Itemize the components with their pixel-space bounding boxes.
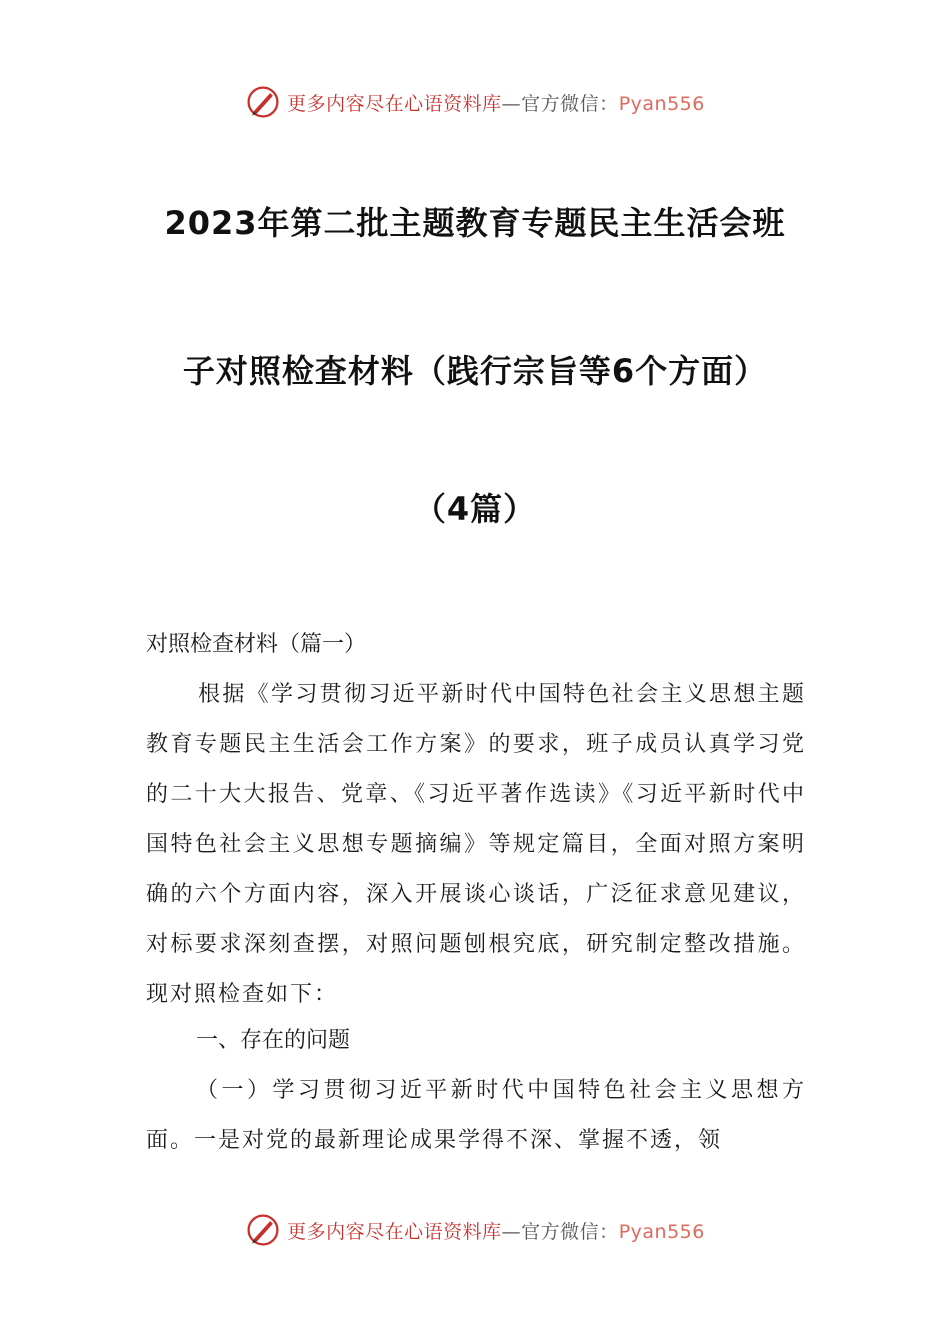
watermark-main: 更多内容尽在心语资料库 (287, 92, 502, 115)
pen-circle-logo-icon (245, 1212, 281, 1248)
document-title-line-3: （4篇） (413, 490, 537, 528)
document-title-line-2: 子对照检查材料（践行宗旨等6个方面） (182, 352, 768, 390)
watermark-text (287, 89, 705, 116)
watermark-footer (0, 1212, 950, 1248)
watermark-wechat-id: Pyan556 (618, 1220, 705, 1243)
watermark-official: —官方微信： (501, 1220, 619, 1243)
watermark-main: 更多内容尽在心语资料库 (287, 1220, 502, 1243)
body-paragraph-2: （一）学习贯彻习近平新时代中国特色社会主义思想方面。一是对党的最新理论成果学得不深、掌握不透，领 (146, 1078, 806, 1153)
watermark-text (287, 1217, 705, 1244)
watermark-official: —官方微信： (501, 92, 619, 115)
watermark-wechat-id: Pyan556 (618, 92, 705, 115)
watermark-header (0, 84, 950, 120)
body-paragraph-1: 根据《学习贯彻习近平新时代中国特色社会主义思想主题教育专题民主生活会工作方案》的要求，班子成员认真学习党的二十大大报告、党章、《习近平著作选读》《习近平新时代中国特色社会主义思想专题摘编》等规定篇目，全面对照方案明确的六个方面内容，深入开展谈心谈话，广泛征求意见建议，对标要求深刻查摆，对照问题刨根究底，研究制定整改措施。现对照检查如下： (146, 682, 806, 1007)
pen-circle-logo-icon (245, 84, 281, 120)
section-title: 对照检查材料（篇一） (146, 632, 367, 657)
document-title-line-1: 2023年第二批主题教育专题民主生活会班 (164, 204, 786, 242)
heading-existing-problems: 一、存在的问题 (196, 1028, 351, 1053)
